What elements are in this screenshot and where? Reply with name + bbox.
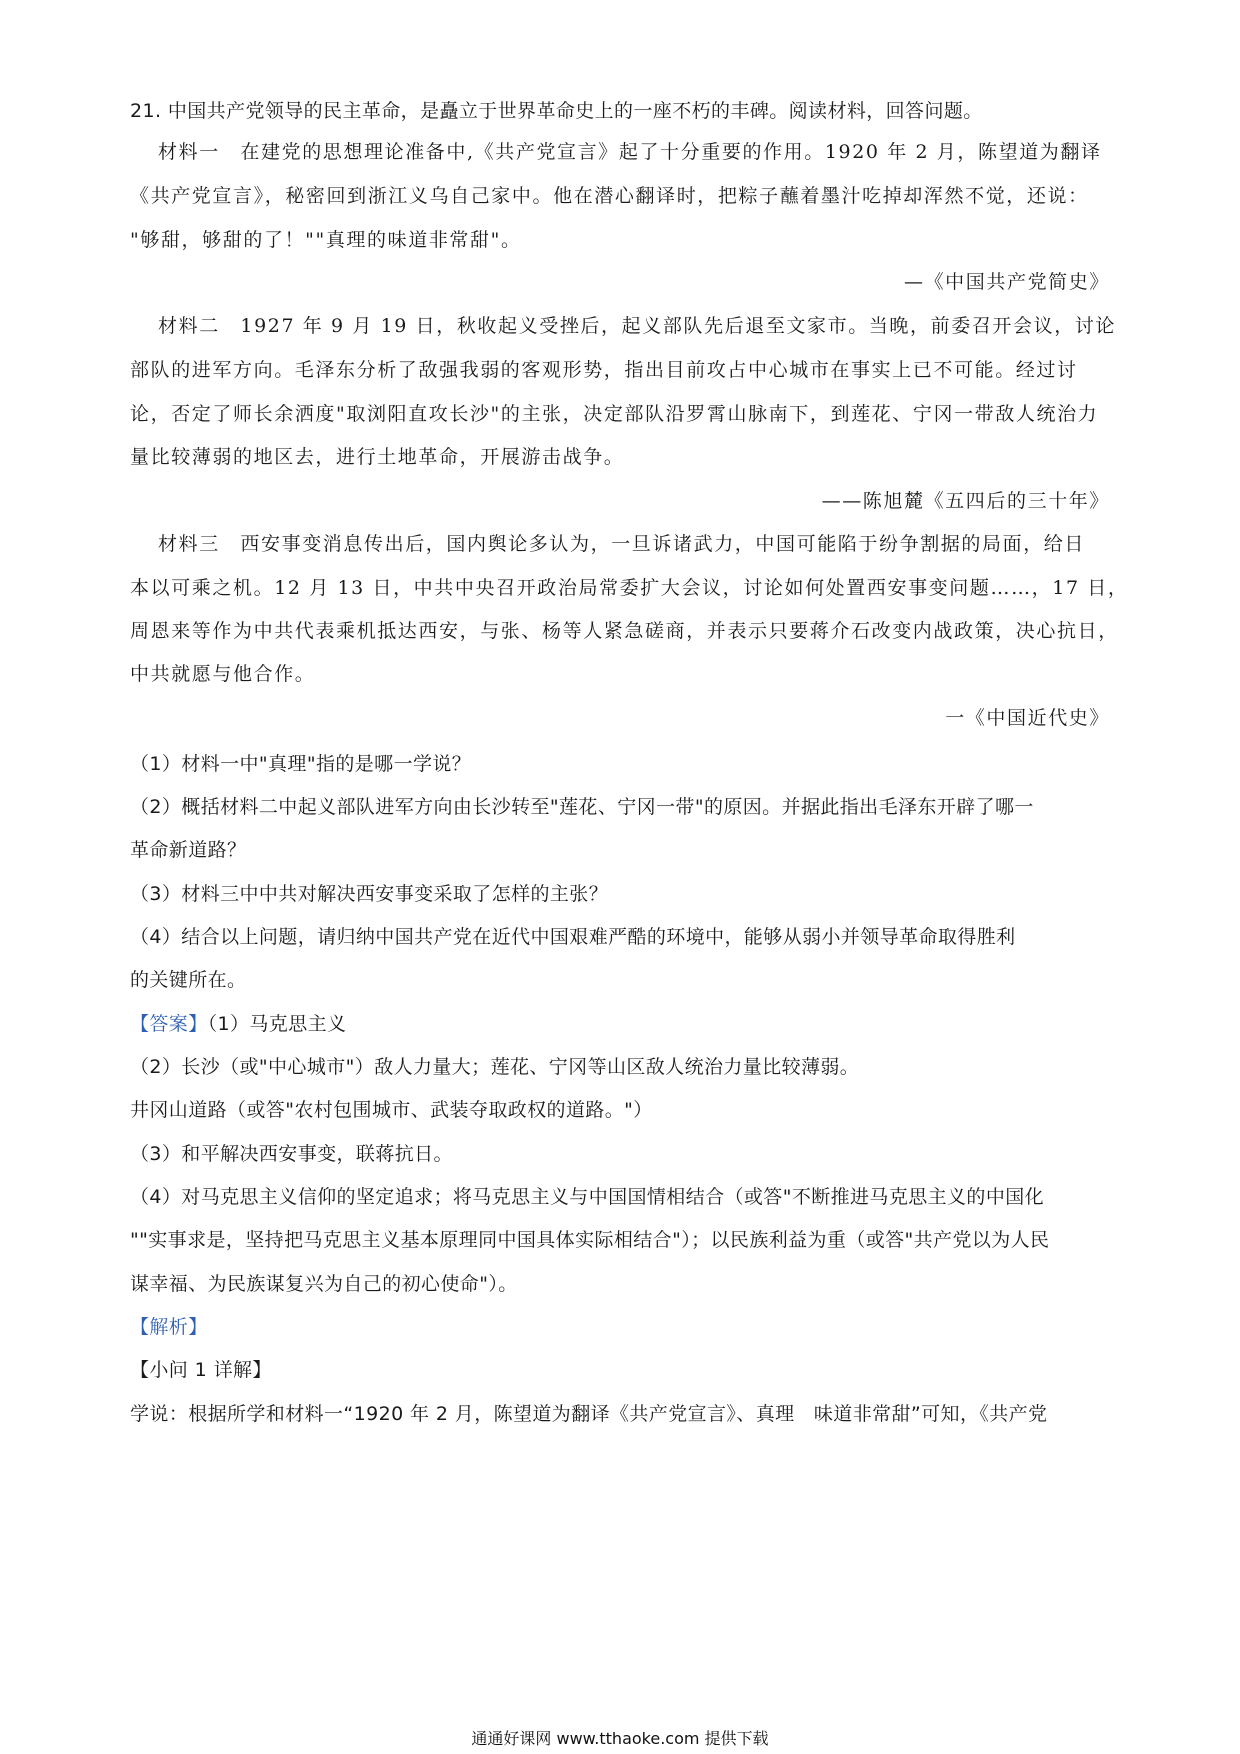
sub-question: （4）结合以上问题，请归纳中国共产党在近代中国艰难严酷的环境中，能够从弱小并领导革命取得胜利: [130, 926, 1016, 948]
material1-line: "够甜，够甜的了！""真理的味道非常甜"。: [130, 229, 522, 251]
analysis-subtitle: 【小问 1 详解】: [130, 1359, 272, 1381]
analysis-line: 学说：根据所学和材料一“1920 年 2 月，陈望道为翻译《共产党宣言》、真理 味道非常甜”可知，《共产党: [130, 1403, 1048, 1425]
material2-line: 量比较薄弱的地区去，进行土地革命，开展游击战争。: [130, 446, 625, 468]
answer-line: （4）对马克思主义信仰的坚定追求；将马克思主义与中国国情相结合（或答"不断推进马克思主义的中国化: [130, 1186, 1045, 1208]
material1-line: 材料一 在建党的思想理论准备中,《共产党宣言》起了十分重要的作用。1920 年 2 月，陈望道为翻译: [158, 141, 1102, 163]
material1-line: 《共产党宣言》，秘密回到浙江义乌自己家中。他在潜心翻译时，把粽子蘸着墨汁吃掉却浑然不觉，还说：: [130, 185, 1089, 207]
material3-source: 一《中国近代史》: [945, 707, 1110, 729]
material1-source: —《中国共产党简史》: [903, 271, 1110, 293]
material3-line: 本以可乘之机。12 月 13 日，中共中央召开政治局常委扩大会议，讨论如何处置西安事变问题……，17 日，: [130, 577, 1129, 599]
answer-line: 谋幸福、为民族谋复兴为自己的初心使命"）。: [130, 1273, 518, 1295]
answer-line: ""实事求是，坚持把马克思主义基本原理同中国具体实际相结合"）；以民族利益为重（或答"共产党以为人民: [130, 1229, 1050, 1251]
material2-line: 论，否定了师长余洒度"取浏阳直攻长沙"的主张，决定部队沿罗霄山脉南下，到莲花、宁冈一带敌人统治力: [130, 403, 1099, 425]
answer-tag: 【答案】: [130, 1013, 208, 1035]
material3-line: 材料三 西安事变消息传出后，国内舆论多认为，一旦诉诸武力，中国可能陷于纷争割据的局面，给日: [158, 533, 1086, 555]
sub-question: （3）材料三中中共对解决西安事变采取了怎样的主张？: [130, 883, 609, 905]
sub-question: 革命新道路？: [130, 839, 247, 861]
answer-line: 井冈山道路（或答"农村包围城市、武装夺取政权的道路。"）: [130, 1099, 653, 1121]
material2-line: 部队的进军方向。毛泽东分析了敌强我弱的客观形势，指出目前攻占中心城市在事实上已不可能。经过讨: [130, 359, 1078, 381]
answer-line: （3）和平解决西安事变，联蒋抗日。: [130, 1143, 453, 1165]
answer-first: （1）马克思主义: [207, 1013, 347, 1035]
page-footer: 通通好课网 www.tthaoke.com 提供下载: [471, 1729, 769, 1748]
sub-question: （1）材料一中"真理"指的是哪一学说？: [130, 753, 472, 775]
sub-question: 的关键所在。: [130, 969, 247, 991]
answer-line: [130, 1010, 1115, 1038]
material3-line: 周恩来等作为中共代表乘机抵达西安，与张、杨等人紧急磋商，并表示只要蒋介石改变内战政策，决心抗日，: [130, 620, 1119, 642]
sub-question: （2）概括材料二中起义部队进军方向由长沙转至"莲花、宁冈一带"的原因。并据此指出毛泽东开辟了哪一: [130, 796, 1034, 818]
material2-source: ——陈旭麓《五四后的三十年》: [821, 490, 1110, 512]
material3-line: 中共就愿与他合作。: [130, 663, 316, 685]
answer-line: （2）长沙（或"中心城市"）敌人力量大；莲花、宁冈等山区敌人统治力量比较薄弱。: [130, 1056, 860, 1078]
question-stem: 21. 中国共产党领导的民主革命，是矗立于世界革命史上的一座不朽的丰碑。阅读材料，回答问题。: [130, 100, 983, 122]
analysis-tag: 【解析】: [130, 1316, 208, 1338]
material2-line: 材料二 1927 年 9 月 19 日，秋收起义受挫后，起义部队先后退至文家市。当晚，前委召开会议，讨论: [158, 315, 1117, 337]
